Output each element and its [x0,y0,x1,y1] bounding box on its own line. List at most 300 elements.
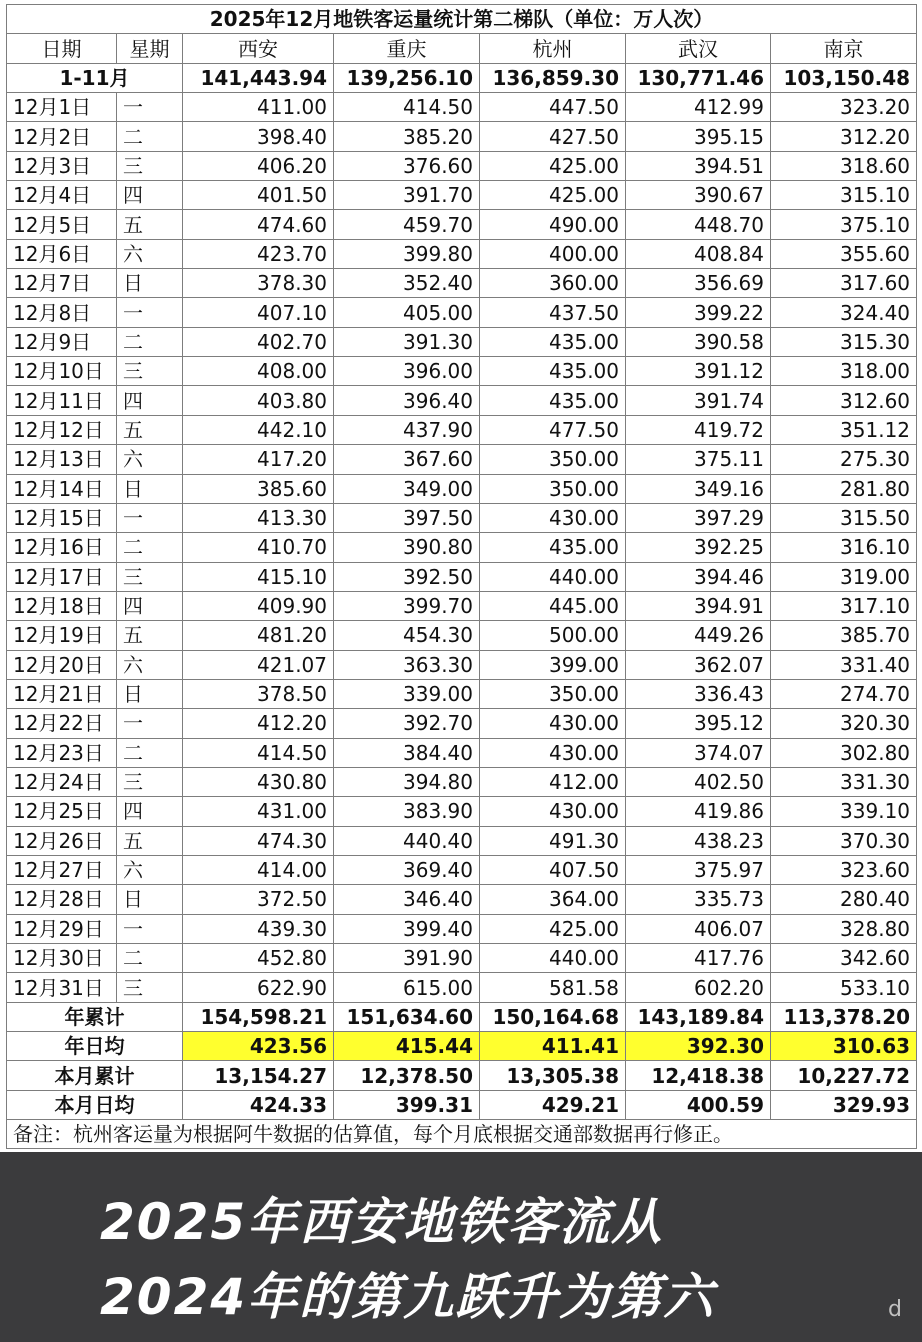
summary-value: 12,378.50 [334,1061,480,1090]
value-cell: 490.00 [480,210,626,239]
value-cell: 402.50 [626,767,771,796]
value-cell: 481.20 [183,621,334,650]
header-row [7,34,917,63]
table-row [7,738,917,767]
value-cell: 378.50 [183,679,334,708]
weekday-cell: 五 [117,621,183,650]
value-cell: 349.16 [626,474,771,503]
value-cell: 375.10 [771,210,917,239]
value-cell: 430.00 [480,738,626,767]
table-row [7,298,917,327]
table-row [7,181,917,210]
value-cell: 411.00 [183,93,334,122]
table-row [7,709,917,738]
value-cell: 342.60 [771,944,917,973]
value-cell: 442.10 [183,415,334,444]
table-row [7,386,917,415]
ridership-sheet [6,4,916,1149]
value-cell: 397.29 [626,503,771,532]
value-cell: 430.00 [480,797,626,826]
value-cell: 414.50 [334,93,480,122]
table-row [7,474,917,503]
value-cell: 369.40 [334,855,480,884]
date-cell: 12月21日 [7,679,117,708]
value-cell: 367.60 [334,445,480,474]
value-cell: 350.00 [480,474,626,503]
weekday-cell: 一 [117,709,183,738]
value-cell: 414.00 [183,855,334,884]
value-cell: 391.30 [334,327,480,356]
value-cell: 430.00 [480,503,626,532]
value-cell: 275.30 [771,445,917,474]
weekday-cell: 一 [117,93,183,122]
value-cell: 477.50 [480,415,626,444]
value-cell: 435.00 [480,386,626,415]
date-cell: 12月31日 [7,973,117,1002]
column-header: 武汉 [626,34,771,63]
weekday-cell: 六 [117,239,183,268]
value-cell: 335.73 [626,885,771,914]
value-cell: 419.86 [626,797,771,826]
summary-label: 本月日均 [7,1090,183,1119]
value-cell: 413.30 [183,503,334,532]
value-cell: 452.80 [183,944,334,973]
value-cell: 274.70 [771,679,917,708]
value-cell: 346.40 [334,885,480,914]
value-cell: 414.50 [183,738,334,767]
table-row [7,826,917,855]
value-cell: 435.00 [480,327,626,356]
value-cell: 385.60 [183,474,334,503]
weekday-cell: 五 [117,826,183,855]
value-cell: 350.00 [480,679,626,708]
summary-value: 424.33 [183,1090,334,1119]
date-cell: 12月26日 [7,826,117,855]
value-cell: 401.50 [183,181,334,210]
value-cell: 396.40 [334,386,480,415]
value-cell: 407.10 [183,298,334,327]
date-cell: 12月13日 [7,445,117,474]
date-cell: 12月1日 [7,93,117,122]
headline-banner [0,1152,922,1342]
date-cell: 12月14日 [7,474,117,503]
value-cell: 425.00 [480,914,626,943]
value-cell: 405.00 [334,298,480,327]
value-cell: 324.40 [771,298,917,327]
date-cell: 12月30日 [7,944,117,973]
table-row [7,357,917,386]
weekday-cell: 五 [117,415,183,444]
table-row [7,855,917,884]
ytd-before-row [7,63,917,92]
date-cell: 12月7日 [7,269,117,298]
value-cell: 352.40 [334,269,480,298]
value-cell: 412.99 [626,93,771,122]
value-cell: 399.00 [480,650,626,679]
weekday-cell: 一 [117,298,183,327]
value-cell: 383.90 [334,797,480,826]
column-header: 杭州 [480,34,626,63]
table-row [7,210,917,239]
value-cell: 400.00 [480,239,626,268]
summary-value: 13,305.38 [480,1061,626,1090]
headline-line-2: 2024年的第九跃升为第六 [100,1268,716,1326]
summary-value: 400.59 [626,1090,771,1119]
column-header: 重庆 [334,34,480,63]
summary-value: 12,418.38 [626,1061,771,1090]
value-cell: 317.60 [771,269,917,298]
weekday-cell: 三 [117,357,183,386]
table-row [7,93,917,122]
weekday-cell: 二 [117,533,183,562]
value-cell: 317.10 [771,591,917,620]
table-row [7,151,917,180]
value-cell: 315.50 [771,503,917,532]
value-cell: 331.30 [771,767,917,796]
value-cell: 312.20 [771,122,917,151]
table-row [7,914,917,943]
summary-row [7,1061,917,1090]
value-cell: 407.50 [480,855,626,884]
value-cell: 372.50 [183,885,334,914]
weekday-cell: 日 [117,269,183,298]
headline-line-1: 2025年西安地铁客流从 [100,1193,664,1251]
table-row [7,122,917,151]
weekday-cell: 三 [117,562,183,591]
value-cell: 339.10 [771,797,917,826]
table-row [7,973,917,1002]
value-cell: 323.60 [771,855,917,884]
value-cell: 363.30 [334,650,480,679]
summary-value: 415.44 [334,1032,480,1061]
value-cell: 130,771.46 [626,63,771,92]
value-cell: 390.80 [334,533,480,562]
value-cell: 435.00 [480,533,626,562]
summary-value: 150,164.68 [480,1002,626,1031]
value-cell: 395.15 [626,122,771,151]
summary-value: 143,189.84 [626,1002,771,1031]
value-cell: 375.97 [626,855,771,884]
value-cell: 384.40 [334,738,480,767]
value-cell: 280.40 [771,885,917,914]
summary-value: 429.21 [480,1090,626,1119]
weekday-cell: 二 [117,738,183,767]
date-cell: 12月28日 [7,885,117,914]
value-cell: 437.50 [480,298,626,327]
summary-value: 423.56 [183,1032,334,1061]
value-cell: 281.80 [771,474,917,503]
value-cell: 474.60 [183,210,334,239]
value-cell: 375.11 [626,445,771,474]
value-cell: 318.00 [771,357,917,386]
value-cell: 355.60 [771,239,917,268]
value-cell: 431.00 [183,797,334,826]
value-cell: 403.80 [183,386,334,415]
value-cell: 459.70 [334,210,480,239]
weekday-cell: 四 [117,797,183,826]
column-header: 南京 [771,34,917,63]
date-cell: 12月17日 [7,562,117,591]
value-cell: 103,150.48 [771,63,917,92]
value-cell: 370.30 [771,826,917,855]
date-cell: 12月10日 [7,357,117,386]
date-cell: 12月24日 [7,767,117,796]
value-cell: 448.70 [626,210,771,239]
table-row [7,679,917,708]
date-cell: 12月5日 [7,210,117,239]
value-cell: 394.91 [626,591,771,620]
value-cell: 438.23 [626,826,771,855]
date-cell: 12月18日 [7,591,117,620]
value-cell: 320.30 [771,709,917,738]
value-cell: 139,256.10 [334,63,480,92]
date-cell: 12月19日 [7,621,117,650]
value-cell: 449.26 [626,621,771,650]
value-cell: 454.30 [334,621,480,650]
value-cell: 615.00 [334,973,480,1002]
weekday-cell: 二 [117,122,183,151]
summary-value: 392.30 [626,1032,771,1061]
value-cell: 349.00 [334,474,480,503]
column-header: 日期 [7,34,117,63]
value-cell: 385.70 [771,621,917,650]
value-cell: 315.10 [771,181,917,210]
value-cell: 364.00 [480,885,626,914]
summary-row [7,1002,917,1031]
weekday-cell: 一 [117,914,183,943]
value-cell: 318.60 [771,151,917,180]
value-cell: 399.80 [334,239,480,268]
value-cell: 412.00 [480,767,626,796]
value-cell: 390.67 [626,181,771,210]
value-cell: 440.00 [480,562,626,591]
date-cell: 12月11日 [7,386,117,415]
value-cell: 410.70 [183,533,334,562]
summary-value: 329.93 [771,1090,917,1119]
value-cell: 437.90 [334,415,480,444]
value-cell: 417.20 [183,445,334,474]
date-cell: 12月4日 [7,181,117,210]
weekday-cell: 六 [117,855,183,884]
value-cell: 409.90 [183,591,334,620]
value-cell: 440.40 [334,826,480,855]
value-cell: 602.20 [626,973,771,1002]
value-cell: 392.50 [334,562,480,591]
weekday-cell: 三 [117,973,183,1002]
value-cell: 331.40 [771,650,917,679]
summary-row [7,1032,917,1061]
date-cell: 12月8日 [7,298,117,327]
value-cell: 394.46 [626,562,771,591]
value-cell: 350.00 [480,445,626,474]
ridership-table [6,4,917,1149]
summary-value: 310.63 [771,1032,917,1061]
date-cell: 12月29日 [7,914,117,943]
value-cell: 445.00 [480,591,626,620]
weekday-cell: 二 [117,944,183,973]
watermark: d [888,1297,902,1322]
value-cell: 136,859.30 [480,63,626,92]
value-cell: 399.70 [334,591,480,620]
value-cell: 141,443.94 [183,63,334,92]
column-header: 星期 [117,34,183,63]
weekday-cell: 二 [117,327,183,356]
value-cell: 421.07 [183,650,334,679]
summary-label: 年累计 [7,1002,183,1031]
date-cell: 12月3日 [7,151,117,180]
date-cell: 12月25日 [7,797,117,826]
table-row [7,562,917,591]
value-cell: 423.70 [183,239,334,268]
weekday-cell: 五 [117,210,183,239]
date-cell: 12月23日 [7,738,117,767]
value-cell: 394.80 [334,767,480,796]
value-cell: 385.20 [334,122,480,151]
table-row [7,415,917,444]
date-cell: 12月15日 [7,503,117,532]
value-cell: 425.00 [480,181,626,210]
value-cell: 406.07 [626,914,771,943]
summary-value: 151,634.60 [334,1002,480,1031]
value-cell: 435.00 [480,357,626,386]
date-cell: 12月9日 [7,327,117,356]
value-cell: 391.74 [626,386,771,415]
value-cell: 356.69 [626,269,771,298]
value-cell: 391.12 [626,357,771,386]
value-cell: 406.20 [183,151,334,180]
table-row [7,621,917,650]
weekday-cell: 一 [117,503,183,532]
table-note: 备注：杭州客运量为根据阿牛数据的估算值，每个月底根据交通部数据再行修正。 [7,1120,917,1149]
table-row [7,445,917,474]
value-cell: 622.90 [183,973,334,1002]
value-cell: 391.90 [334,944,480,973]
value-cell: 440.00 [480,944,626,973]
table-row [7,885,917,914]
weekday-cell: 三 [117,767,183,796]
value-cell: 394.51 [626,151,771,180]
value-cell: 417.76 [626,944,771,973]
value-cell: 323.20 [771,93,917,122]
value-cell: 491.30 [480,826,626,855]
summary-value: 154,598.21 [183,1002,334,1031]
date-cell: 12月6日 [7,239,117,268]
value-cell: 319.00 [771,562,917,591]
value-cell: 391.70 [334,181,480,210]
note-row [7,1120,917,1149]
table-row [7,533,917,562]
date-cell: 12月22日 [7,709,117,738]
summary-value: 10,227.72 [771,1061,917,1090]
value-cell: 312.60 [771,386,917,415]
value-cell: 390.58 [626,327,771,356]
table-row [7,797,917,826]
summary-value: 113,378.20 [771,1002,917,1031]
value-cell: 339.00 [334,679,480,708]
value-cell: 447.50 [480,93,626,122]
value-cell: 408.00 [183,357,334,386]
date-cell: 12月12日 [7,415,117,444]
value-cell: 378.30 [183,269,334,298]
value-cell: 419.72 [626,415,771,444]
table-row [7,944,917,973]
value-cell: 474.30 [183,826,334,855]
value-cell: 397.50 [334,503,480,532]
value-cell: 398.40 [183,122,334,151]
weekday-cell: 三 [117,151,183,180]
value-cell: 415.10 [183,562,334,591]
value-cell: 430.80 [183,767,334,796]
value-cell: 392.25 [626,533,771,562]
weekday-cell: 四 [117,386,183,415]
value-cell: 328.80 [771,914,917,943]
value-cell: 581.58 [480,973,626,1002]
table-row [7,650,917,679]
value-cell: 500.00 [480,621,626,650]
value-cell: 302.80 [771,738,917,767]
value-cell: 412.20 [183,709,334,738]
value-cell: 425.00 [480,151,626,180]
weekday-cell: 日 [117,679,183,708]
weekday-cell: 日 [117,885,183,914]
table-row [7,269,917,298]
value-cell: 351.12 [771,415,917,444]
table-title: 2025年12月地铁客运量统计第二梯队（单位：万人次） [7,5,917,34]
date-cell: 12月27日 [7,855,117,884]
value-cell: 430.00 [480,709,626,738]
date-cell: 12月20日 [7,650,117,679]
value-cell: 408.84 [626,239,771,268]
weekday-cell: 六 [117,445,183,474]
value-cell: 316.10 [771,533,917,562]
summary-label: 本月累计 [7,1061,183,1090]
value-cell: 315.30 [771,327,917,356]
value-cell: 396.00 [334,357,480,386]
date-cell: 12月16日 [7,533,117,562]
summary-label: 年日均 [7,1032,183,1061]
value-cell: 439.30 [183,914,334,943]
table-row [7,239,917,268]
value-cell: 533.10 [771,973,917,1002]
value-cell: 360.00 [480,269,626,298]
summary-value: 13,154.27 [183,1061,334,1090]
weekday-cell: 日 [117,474,183,503]
value-cell: 362.07 [626,650,771,679]
value-cell: 427.50 [480,122,626,151]
value-cell: 402.70 [183,327,334,356]
table-row [7,327,917,356]
table-row [7,591,917,620]
value-cell: 374.07 [626,738,771,767]
column-header: 西安 [183,34,334,63]
value-cell: 399.40 [334,914,480,943]
table-row [7,503,917,532]
summary-value: 399.31 [334,1090,480,1119]
weekday-cell: 四 [117,181,183,210]
weekday-cell: 四 [117,591,183,620]
date-cell: 12月2日 [7,122,117,151]
summary-value: 411.41 [480,1032,626,1061]
value-cell: 392.70 [334,709,480,738]
value-cell: 376.60 [334,151,480,180]
table-row [7,767,917,796]
summary-row [7,1090,917,1119]
value-cell: 395.12 [626,709,771,738]
value-cell: 399.22 [626,298,771,327]
row-label: 1-11月 [7,63,183,92]
value-cell: 336.43 [626,679,771,708]
weekday-cell: 六 [117,650,183,679]
